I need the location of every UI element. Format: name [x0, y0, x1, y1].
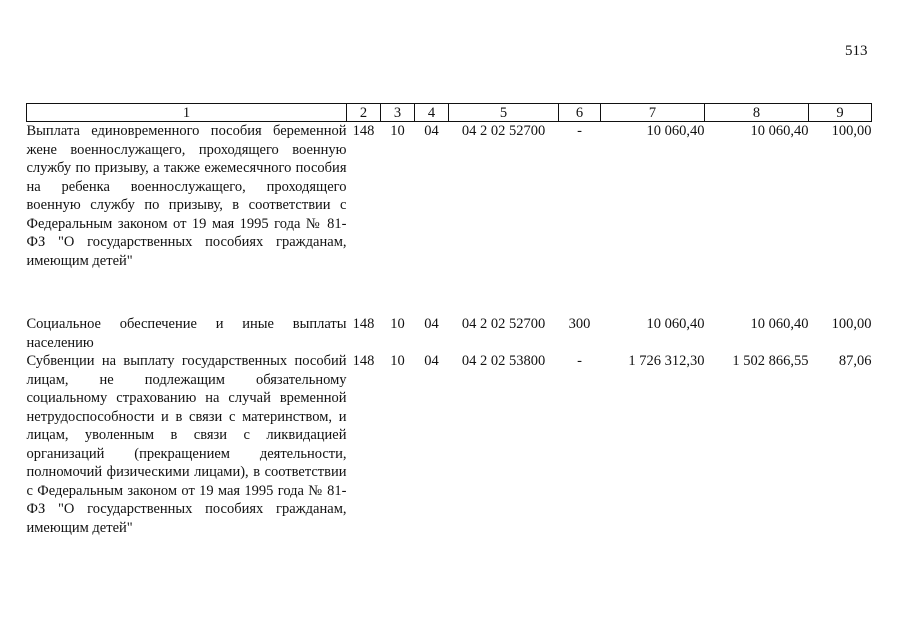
cell-col-3: 10 — [390, 353, 405, 369]
column-header-4: 4 — [415, 104, 449, 122]
column-header-2: 2 — [347, 104, 381, 122]
row-description: Субвенции на выплату государственных пособий лицам, не подлежащим обязательному социальному страхованию на случай временной нетрудоспособности и в связи с материнством, и лицам, уволенным в связи с ликвидацией организаций (прекращением деятельности, полномочий физическими лицами), в соответствии с Федеральным законом от 19 мая 1995 года № 81-ФЗ "О государственных пособиях гражданам, имеющим детей" — [26, 353, 347, 536]
cell-col-5: 04 2 02 53800 — [461, 353, 546, 369]
cell-col-6: 300 — [568, 316, 591, 332]
column-header-1: 1 — [27, 104, 347, 122]
cell-col-8: 10 060,40 — [750, 123, 809, 139]
cell-col-9: 87,06 — [838, 353, 872, 369]
cell-col-7: 1 726 312,30 — [628, 353, 705, 369]
column-header-7: 7 — [601, 104, 705, 122]
cell-col-6: - — [577, 123, 582, 139]
row-description: Социальное обеспечение и иные выплаты населению — [26, 316, 347, 351]
table-row — [27, 122, 872, 293]
column-header-8: 8 — [705, 104, 809, 122]
cell-col-8: 10 060,40 — [750, 316, 809, 332]
row-description: Выплата единовременного пособия беременной жене военнослужащего, проходящего военную службу по призыву, а также ежемесячного пособия на ребенка военнослужащего, проходящего военную службу по призыву, в соответствии с Федеральным законом от 19 мая 1995 года № 81-ФЗ "О государственных пособиях гражданам, имеющим детей" — [26, 123, 347, 269]
cell-col-4: 04 — [424, 123, 439, 139]
cell-col-7: 10 060,40 — [646, 123, 705, 139]
cell-col-9: 100,00 — [831, 316, 872, 332]
cell-col-6: - — [577, 353, 582, 369]
page-number: 513 — [845, 43, 868, 59]
column-header-9: 9 — [809, 104, 872, 122]
cell-col-3: 10 — [390, 316, 405, 332]
cell-col-2: 148 — [352, 123, 375, 139]
column-header-3: 3 — [381, 104, 415, 122]
cell-col-4: 04 — [424, 353, 439, 369]
column-header-5: 5 — [449, 104, 559, 122]
budget-table — [26, 103, 872, 537]
column-header-6: 6 — [559, 104, 601, 122]
cell-col-4: 04 — [424, 316, 439, 332]
cell-col-9: 100,00 — [831, 123, 872, 139]
table-row — [27, 292, 872, 352]
cell-col-3: 10 — [390, 123, 405, 139]
table-row — [27, 352, 872, 537]
header-row — [27, 104, 872, 122]
cell-col-2: 148 — [352, 353, 375, 369]
cell-col-5: 04 2 02 52700 — [461, 316, 546, 332]
cell-col-7: 10 060,40 — [646, 316, 705, 332]
cell-col-8: 1 502 866,55 — [732, 353, 809, 369]
cell-col-2: 148 — [352, 316, 375, 332]
cell-col-5: 04 2 02 52700 — [461, 123, 546, 139]
